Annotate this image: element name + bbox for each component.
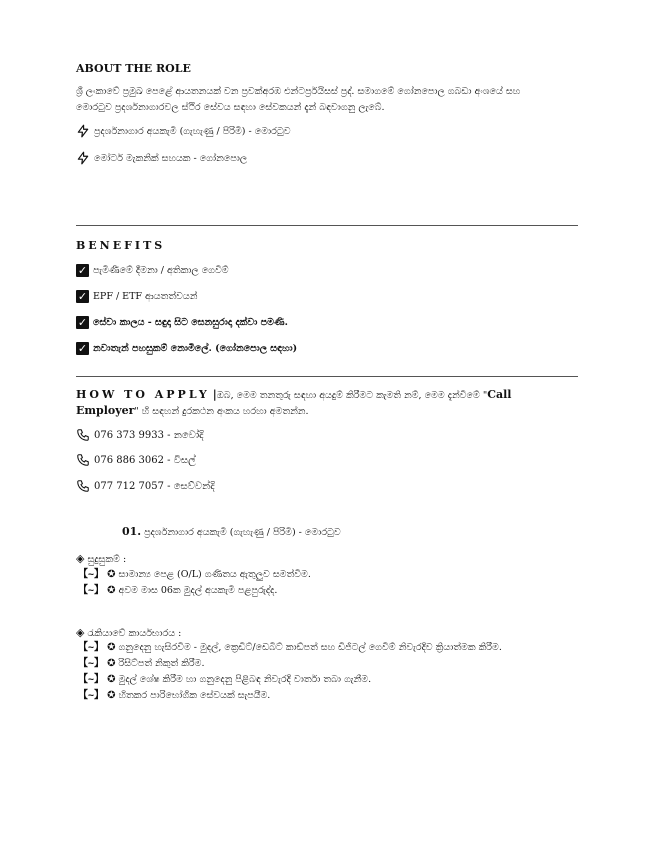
lightning-icon bbox=[76, 151, 90, 165]
role-item bbox=[76, 151, 247, 165]
duty-item bbox=[78, 687, 270, 704]
contact-phone: 076 886 3062 bbox=[94, 454, 164, 466]
apply-heading: HOW TO APPLY bbox=[76, 388, 210, 401]
star-bullet-icon: ✪ bbox=[107, 642, 116, 653]
duty-text: රිසිට්පත් නිකුත් කිරීම. bbox=[118, 658, 205, 669]
diamond-icon: ◈ bbox=[76, 552, 85, 565]
duty-text: හිතකර පාරිභෝගික සේවයක් සැපයීම. bbox=[118, 690, 271, 701]
apply-text-b: " හි සඳහන් දුරකථන අංකය හරහා අමතන්න. bbox=[134, 406, 309, 417]
section-divider bbox=[76, 225, 578, 226]
qualification-text: සාමාන්‍ය පෙළ (O/L) ගණිතය ඇතුලුව සමත්වීම. bbox=[118, 569, 311, 580]
star-bullet-icon: ✪ bbox=[107, 569, 116, 580]
contact-name: - නවෝදි bbox=[163, 429, 204, 441]
benefit-text: සේවා කාලය - සඳුදා සිට සෙනසුරාදා දක්වා පමණි. bbox=[93, 317, 288, 328]
star-bullet-icon: ✪ bbox=[107, 585, 116, 596]
duty-text: ගනුදෙනු හැසිරවීම - මුදල්, ක්‍රෙඩිට්/ඩෙබිට් කාඩ්පත් සහ ඩිජිටල් ගෙවීම් නිවැරදිව ක්‍රියාත්මක කිරීම. bbox=[118, 642, 502, 653]
apply-employer: Employer bbox=[76, 404, 135, 417]
phone-icon bbox=[76, 479, 90, 493]
role-text: ප්‍රදර්ශනාගාර අයකැමි (ගැහැණු / පිරිමි) - මොරටුව bbox=[94, 125, 291, 137]
bullet-bracket-icon: 【~】 bbox=[78, 658, 105, 669]
benefit-item bbox=[76, 264, 229, 277]
checkbox-checked-icon: ✓ bbox=[77, 342, 88, 355]
benefit-text: EPF / ETF ආයතත්වයන් bbox=[93, 291, 198, 302]
bullet-bracket-icon: 【~】 bbox=[78, 690, 105, 701]
apply-text-a: ඔබ, මෙම තනතුරු සඳහා අයදුම් කිරීමට කැමති නම්, මෙම දැන්වීමේ " bbox=[216, 390, 488, 401]
benefit-item bbox=[76, 316, 288, 329]
about-intro-line-2: මොරටුව ප්‍රදර්ශනාගාරවල ස්ථිර සේවය සඳහා සේවකයන් දැන් බඳවාගනු ලැබේ. bbox=[76, 102, 385, 113]
bullet-bracket-icon: 【~】 bbox=[78, 642, 105, 653]
bullet-bracket-icon: 【~】 bbox=[78, 569, 105, 580]
duty-item bbox=[78, 655, 205, 672]
qualifications-label: සුදුසුකම් : bbox=[87, 554, 127, 565]
bullet-bracket-icon: 【~】 bbox=[78, 674, 105, 685]
duty-item bbox=[78, 639, 502, 656]
role-item bbox=[76, 124, 291, 138]
contact-name: - විසල් bbox=[163, 454, 196, 466]
duty-item bbox=[78, 671, 371, 688]
duties-label: රැකියාවේ කාර්යභාරය : bbox=[87, 628, 182, 639]
benefit-item bbox=[76, 290, 197, 303]
benefit-text: නවාතැන් පහසුකම් නොමිලේ. (ගෝනපොල සඳහා) bbox=[93, 343, 298, 354]
qualification-text: අවම මාස 06ක මුදල් අයකැමි පළපුරුද්ද. bbox=[118, 585, 278, 596]
section-divider bbox=[76, 376, 578, 377]
phone-icon bbox=[76, 453, 90, 467]
diamond-icon: ◈ bbox=[76, 626, 85, 639]
qualification-item bbox=[78, 566, 311, 583]
star-bullet-icon: ✪ bbox=[107, 658, 116, 669]
apply-separator: | bbox=[212, 388, 217, 401]
benefit-text: පැමිණීමේ දීමනා / අතිකාල ගෙවීම් bbox=[93, 265, 229, 276]
checkbox-checked-icon: ✓ bbox=[77, 290, 88, 303]
qualification-item bbox=[78, 582, 277, 599]
contact-item[interactable] bbox=[76, 453, 196, 467]
benefits-heading: BENEFITS bbox=[76, 239, 166, 252]
phone-icon bbox=[76, 428, 90, 442]
duty-text: මුදල් ශේෂ කිරීම හා ගනුදෙනු පිළිබඳ නිවැරදි වාර්තා තබා ගැනීම. bbox=[118, 674, 372, 685]
benefit-item bbox=[76, 342, 297, 355]
job-title bbox=[122, 523, 341, 541]
checkbox-checked-icon: ✓ bbox=[77, 264, 88, 277]
apply-line-2 bbox=[76, 402, 309, 420]
contact-item[interactable] bbox=[76, 479, 215, 493]
about-heading: ABOUT THE ROLE bbox=[76, 62, 191, 75]
contact-phone: 076 373 9933 bbox=[94, 429, 164, 441]
contact-item[interactable] bbox=[76, 428, 204, 442]
role-text: මෝටර් මැකනික් සහයක - ගෝනපොල bbox=[94, 152, 248, 164]
contact-phone: 077 712 7057 bbox=[94, 480, 164, 492]
about-intro-line-1: ශ්‍රී ලංකාවේ ප්‍රමුඛ පෙළේ ආයතනයක් වන ප්‍රවක්අරඹ එන්ටර්ප්‍රයිසස් ප්‍රද්. සමාගමේ ගෝනපොල ගබඩා අංශයේ සහ bbox=[76, 86, 521, 97]
apply-call: Call bbox=[487, 388, 512, 401]
star-bullet-icon: ✪ bbox=[107, 674, 116, 685]
job-title-text: ප්‍රදර්ශනාගාර අයකැමි (ගැහැණු / පිරිමි) - මොරටුව bbox=[141, 527, 341, 538]
lightning-icon bbox=[76, 124, 90, 138]
contact-name: - සෙව්වන්දි bbox=[163, 480, 215, 492]
job-number: 01. bbox=[122, 525, 142, 538]
checkbox-checked-icon: ✓ bbox=[77, 316, 88, 329]
bullet-bracket-icon: 【~】 bbox=[78, 585, 105, 596]
star-bullet-icon: ✪ bbox=[107, 690, 116, 701]
